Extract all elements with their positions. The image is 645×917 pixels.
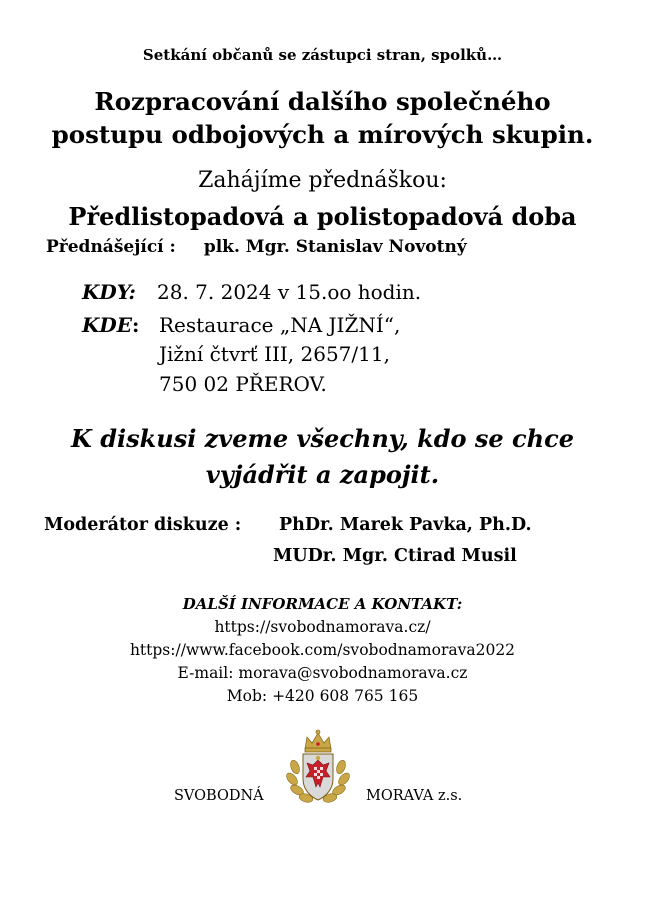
org-name-right: MORAVA z.s. xyxy=(366,788,463,804)
lecture-opening: Zahájíme přednáškou: xyxy=(198,168,447,193)
moravian-eagle-emblem-icon xyxy=(283,727,353,809)
moderator-name-1: PhDr. Marek Pavka, Ph.D. xyxy=(279,515,532,535)
lecture-topic: Předlistopadová a polistopadová doba xyxy=(68,202,577,231)
where-line-1: Restaurace „NA JIŽNÍ“, xyxy=(159,313,401,337)
lecturer-name: plk. Mgr. Stanislav Novotný xyxy=(203,237,467,257)
where-line-2: Jižní čtvrť III, 2657/11, xyxy=(159,342,390,366)
website-link[interactable]: https://svobodnamorava.cz/ xyxy=(214,618,431,636)
invitation-line-2: vyjádřit a zapojit. xyxy=(205,460,440,489)
when-value: 28. 7. 2024 v 15.oo hodin. xyxy=(157,280,422,304)
moderator-label: Moderátor diskuze : xyxy=(44,515,242,535)
phone-contact: Mob: +420 608 765 165 xyxy=(226,687,419,705)
where-label-group xyxy=(82,313,139,337)
when-label: KDY: xyxy=(82,280,136,304)
where-label: KDE xyxy=(82,313,132,337)
title-line-2: postupu odbojových a mírových skupin. xyxy=(51,120,594,149)
title-line-1: Rozpracování dalšího společného xyxy=(94,87,551,116)
facebook-link[interactable]: https://www.facebook.com/svobodnamorava2022 xyxy=(129,641,516,659)
where-colon: : xyxy=(131,313,140,337)
lecturer-line xyxy=(46,237,467,257)
intro-text: Setkání občanů se zástupci stran, spolků… xyxy=(142,46,503,64)
moderator-name-2: MUDr. Mgr. Ctirad Musil xyxy=(273,546,517,566)
lecturer-label: Přednášející : xyxy=(46,237,176,257)
email-contact[interactable]: E-mail: morava@svobodnamorava.cz xyxy=(177,664,468,682)
contact-title: DALŠÍ INFORMACE A KONTAKT: xyxy=(182,595,463,613)
org-name-left: SVOBODNÁ xyxy=(174,788,264,804)
where-line-3: 750 02 PŘEROV. xyxy=(159,372,327,396)
invitation-line-1: K diskusi zveme všechny, kdo se chce xyxy=(70,424,574,453)
